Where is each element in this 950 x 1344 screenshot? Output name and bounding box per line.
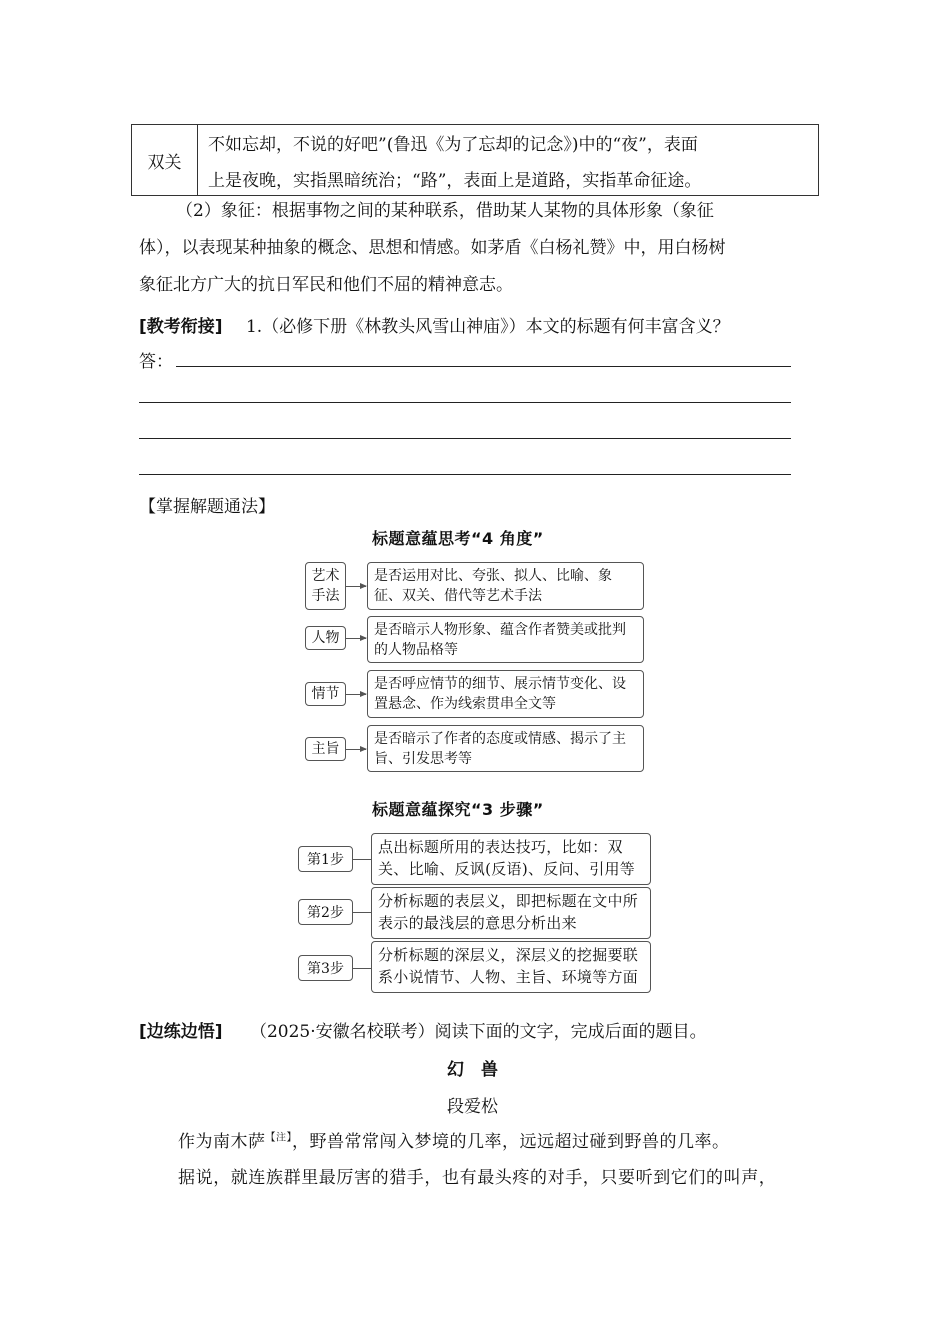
link-question — [139, 312, 730, 337]
table-line-2: 上是夜晚，实指黑暗统治；“路”，表面上是道路，实指革命征途。 — [208, 171, 702, 191]
story-author: 段爱松 — [447, 1097, 498, 1117]
connector-line — [353, 968, 371, 969]
fig1-title: 标题意蕴思考“4 角度” — [372, 529, 544, 548]
symbol-line-3: 象征北方广大的抗日军民和他们不屈的精神意志。 — [139, 275, 513, 295]
angle-desc-art: 是否运用对比、夸张、拟人、比喻、象征、双关、借代等艺术手法 — [367, 562, 644, 610]
answer-blank-line-3[interactable] — [139, 438, 791, 439]
connector-line — [353, 912, 371, 913]
step-desc-3: 分析标题的深层义，深层义的挖掘要联系小说情节、人物、主旨、环境等方面 — [371, 941, 651, 993]
practice-line — [139, 1017, 707, 1042]
story-p1-part-a: 作为南木萨 — [178, 1132, 266, 1152]
angle-desc-plot: 是否呼应情节的细节、展示情节变化、设置悬念、作为线索贯串全文等 — [367, 670, 644, 718]
angle-desc-character: 是否暗示人物形象、蕴含作者赞美或批判的人物品格等 — [367, 616, 644, 663]
symbol-line-2: 体），以表现某种抽象的概念、思想和情感。如茅盾《白杨礼赞》中，用白杨树 — [139, 238, 726, 258]
footnote-marker[interactable]: 【注】 — [265, 1132, 292, 1144]
story-p1-part-b: ，野兽常常闯入梦境的几率，远远超过碰到野兽的几率。 — [292, 1132, 730, 1152]
table-body-cell — [198, 125, 818, 195]
arrow-icon — [346, 749, 366, 750]
fig2-title: 标题意蕴探究“3 步骤” — [372, 800, 544, 819]
practice-tag: [边练边悟] — [139, 1022, 223, 1042]
practice-intro: （2025·安徽名校联考）阅读下面的文字，完成后面的题目。 — [249, 1022, 707, 1042]
symbol-line-1: （2）象征：根据事物之间的某种联系，借助某人某物的具体形象（象征 — [176, 201, 714, 221]
link-question-text: 1.（必修下册《林教头风雪山神庙》）本文的标题有何丰富含义？ — [245, 317, 730, 337]
step-desc-1: 点出标题所用的表达技巧，比如：双关、比喻、反讽(反语)、反问、引用等 — [371, 833, 651, 885]
step-label-2: 第2步 — [298, 899, 353, 925]
arrow-icon — [346, 586, 366, 587]
step-desc-2: 分析标题的表层义，即把标题在文中所表示的最浅层的意思分析出来 — [371, 887, 651, 939]
method-heading: 【掌握解题通法】 — [139, 497, 275, 517]
rhetoric-table — [131, 124, 819, 196]
step-label-1: 第1步 — [298, 846, 353, 872]
angle-label-art: 艺术 手法 — [305, 562, 346, 610]
story-paragraph-2: 据说，就连族群里最厉害的猎手，也有最头疼的对手，只要听到它们的叫声， — [178, 1168, 777, 1188]
angle-label-character: 人物 — [305, 626, 346, 650]
angle-label-theme: 主旨 — [305, 737, 346, 761]
answer-label: 答： — [139, 352, 173, 372]
answer-blank-line-4[interactable] — [139, 474, 791, 475]
angle-label-plot: 情节 — [305, 682, 346, 706]
arrow-icon — [346, 694, 366, 695]
arrow-icon — [346, 638, 366, 639]
link-tag: [教考衔接] — [139, 317, 223, 337]
answer-blank-line-1[interactable] — [176, 366, 791, 367]
step-label-3: 第3步 — [298, 955, 353, 981]
table-head-cell: 双关 — [132, 125, 198, 195]
answer-blank-line-2[interactable] — [139, 402, 791, 403]
table-line-1: 不如忘却，不说的好吧”(鲁迅《为了忘却的记念》)中的“夜”，表面 — [208, 135, 698, 155]
story-paragraph-1 — [178, 1127, 730, 1152]
connector-line — [353, 859, 371, 860]
angle-desc-theme: 是否暗示了作者的态度或情感、揭示了主旨、引发思考等 — [367, 725, 644, 772]
story-title: 幻 兽 — [447, 1060, 498, 1080]
